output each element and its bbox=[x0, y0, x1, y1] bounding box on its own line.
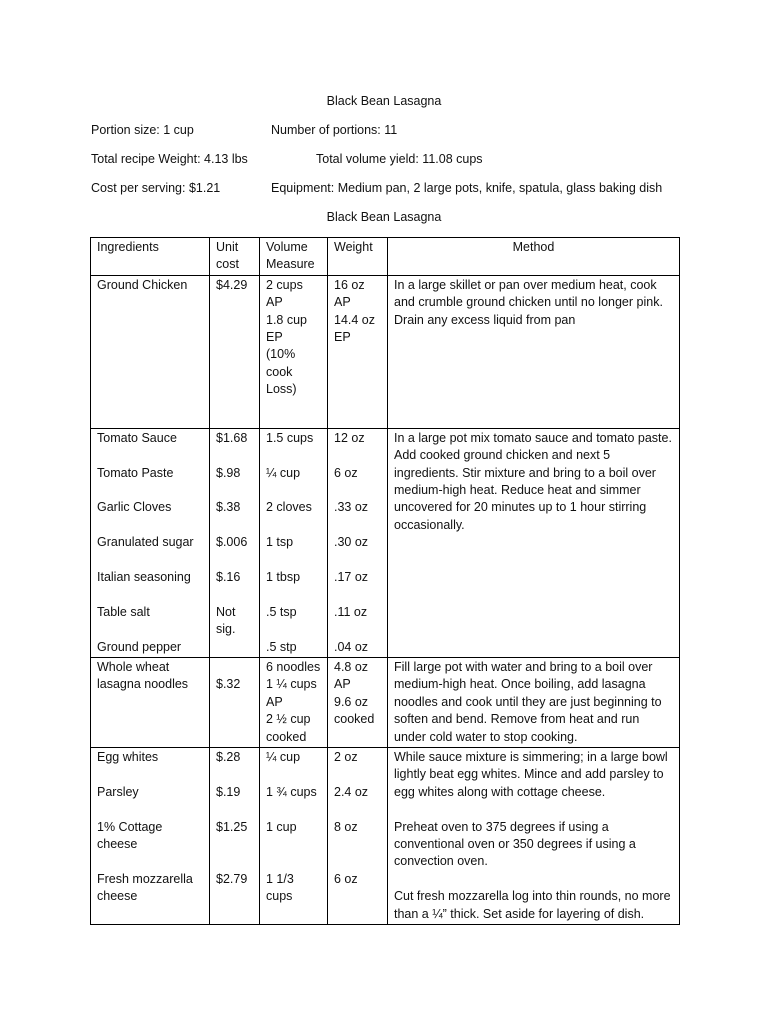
header-method: Method bbox=[388, 238, 680, 276]
table-title: Black Bean Lasagna bbox=[326, 210, 442, 224]
table-row bbox=[91, 275, 680, 428]
equipment-label: Equipment: bbox=[271, 181, 335, 195]
document-title: Black Bean Lasagna bbox=[326, 94, 442, 108]
unit-cost-cell: $.28 $.19 $1.25 $2.79 bbox=[210, 748, 260, 925]
ingredients-cell: Whole wheat lasagna noodles bbox=[91, 658, 210, 748]
number-of-portions: Number of portions: 11 bbox=[271, 123, 398, 137]
total-volume-yield: Total volume yield: 11.08 cups bbox=[316, 152, 483, 166]
ingredients-cell: Ground Chicken bbox=[91, 275, 210, 428]
header-unit-cost: Unit cost bbox=[210, 238, 260, 276]
ingredients-cell: Tomato Sauce Tomato Paste Garlic Cloves Granulated sugar Italian seasoning Table salt Ground pepper bbox=[91, 428, 210, 657]
table-header-row bbox=[91, 238, 680, 276]
method-cell: In a large pot mix tomato sauce and tomato paste. Add cooked ground chicken and next 5 ingredients. Stir mixture and bring to a boil over medium-high heat. Reduce heat and simmer uncovered for 20 minutes up to 1 hour stirring occasionally. bbox=[388, 428, 680, 657]
volume-cell: 2 cups AP 1.8 cup EP (10% cook Loss) bbox=[260, 275, 328, 428]
ingredients-cell: Egg whites Parsley 1% Cottage cheese Fresh mozzarella cheese bbox=[91, 748, 210, 925]
cost-per-serving: Cost per serving: $1.21 bbox=[91, 181, 221, 195]
unit-cost-cell: $.32 bbox=[210, 658, 260, 748]
volume-cell: 6 noodles 1 ¼ cups AP 2 ½ cup cooked bbox=[260, 658, 328, 748]
table-row bbox=[91, 748, 680, 925]
method-cell: Fill large pot with water and bring to a boil over medium-high heat. Once boiling, add lasagna noodles and cook until they are just beginning to soften and bend. Remove from heat and run under cold water to stop cooking. bbox=[388, 658, 680, 748]
equipment bbox=[271, 181, 662, 195]
volume-cell: ¼ cup 1 ¾ cups 1 cup 1 1/3 cups bbox=[260, 748, 328, 925]
weight-cell: 2 oz 2.4 oz 8 oz 6 oz bbox=[328, 748, 388, 925]
header-weight: Weight bbox=[328, 238, 388, 276]
weight-cell: 16 oz AP 14.4 oz EP bbox=[328, 275, 388, 428]
portion-size: Portion size: 1 cup bbox=[91, 123, 194, 137]
recipe-table bbox=[90, 237, 680, 925]
method-cell: While sauce mixture is simmering; in a large bowl lightly beat egg whites. Mince and add parsley to egg whites along with cottage cheese. Preheat oven to 375 degrees if using a conventional oven or 350 degrees if using a convection oven. Cut fresh mozzarella log into thin rounds, no more than a ¼” thick. Set aside for layering of dish. bbox=[388, 748, 680, 925]
weight-cell: 4.8 oz AP 9.6 oz cooked bbox=[328, 658, 388, 748]
total-recipe-weight: Total recipe Weight: 4.13 lbs bbox=[91, 152, 248, 166]
volume-cell: 1.5 cups ¼ cup 2 cloves 1 tsp 1 tbsp .5 tsp .5 stp bbox=[260, 428, 328, 657]
equipment-value: Medium pan, 2 large pots, knife, spatula, glass baking dish bbox=[334, 181, 663, 195]
method-cell: In a large skillet or pan over medium heat, cook and crumble ground chicken until no longer pink. Drain any excess liquid from pan bbox=[388, 275, 680, 428]
table-row bbox=[91, 658, 680, 748]
header-volume-measure: Volume Measure bbox=[260, 238, 328, 276]
unit-cost-cell: $1.68 $.98 $.38 $.006 $.16 Not sig. bbox=[210, 428, 260, 657]
table-row bbox=[91, 428, 680, 657]
header-ingredients: Ingredients bbox=[91, 238, 210, 276]
weight-cell: 12 oz 6 oz .33 oz .30 oz .17 oz .11 oz .04 oz bbox=[328, 428, 388, 657]
unit-cost-cell: $4.29 bbox=[210, 275, 260, 428]
